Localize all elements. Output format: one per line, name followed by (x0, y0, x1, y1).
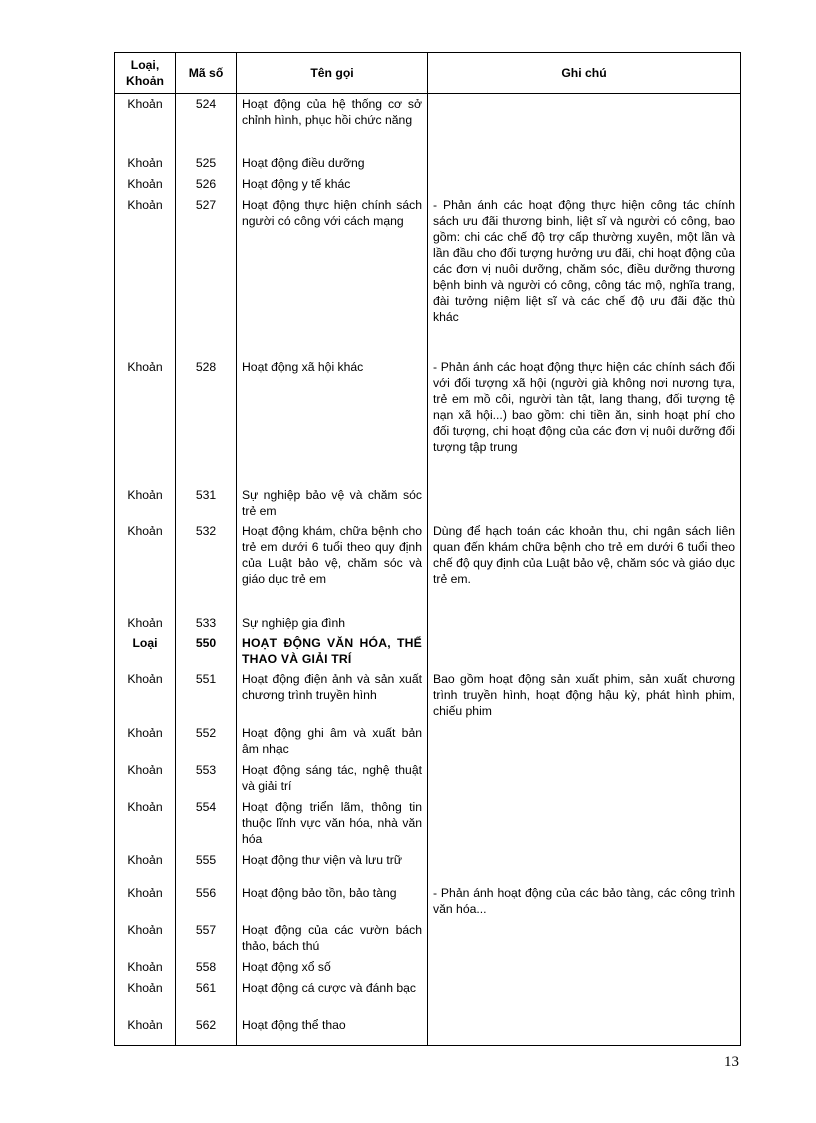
row-name: Hoạt động thư viện và lưu trữ (237, 850, 428, 883)
table-row (115, 174, 741, 195)
row-code: 558 (176, 957, 237, 978)
row-note (428, 485, 741, 521)
row-type: Khoản (115, 723, 176, 760)
row-code: 554 (176, 797, 237, 850)
table-row (115, 613, 741, 633)
row-note (428, 153, 741, 174)
row-name: Hoạt động bảo tồn, bảo tàng (237, 883, 428, 920)
table-row (115, 485, 741, 521)
row-note: Bao gồm hoạt động sản xuất phim, sản xuất chương trình truyền hình, hoạt động hậu kỳ, phát hình phim, chiếu phim (428, 669, 741, 723)
row-code: 555 (176, 850, 237, 883)
row-type: Khoản (115, 957, 176, 978)
row-name: Hoạt động cá cược và đánh bạc (237, 978, 428, 1015)
row-note (428, 920, 741, 957)
row-name: Hoạt động của hệ thống cơ sở chỉnh hình, phục hồi chức năng (237, 94, 428, 153)
row-note (428, 978, 741, 1015)
row-name: Hoạt động điều dưỡng (237, 153, 428, 174)
budget-classification-table (114, 52, 741, 1046)
row-type: Khoản (115, 760, 176, 797)
table-row (115, 957, 741, 978)
row-name: Hoạt động triển lãm, thông tin thuộc lĩnh vực văn hóa, nhà văn hóa (237, 797, 428, 850)
table-row (115, 723, 741, 760)
row-code: 526 (176, 174, 237, 195)
table-row (115, 760, 741, 797)
row-note (428, 94, 741, 153)
table-row (115, 850, 741, 883)
page-number: 13 (724, 1054, 739, 1070)
row-type: Khoản (115, 357, 176, 485)
row-name: Sự nghiệp bảo vệ và chăm sóc trẻ em (237, 485, 428, 521)
row-code: 553 (176, 760, 237, 797)
table-header (115, 53, 741, 94)
row-name: Hoạt động ghi âm và xuất bản âm nhạc (237, 723, 428, 760)
row-type: Khoản (115, 174, 176, 195)
table-row (115, 920, 741, 957)
row-name: Hoạt động thực hiện chính sách người có công với cách mạng (237, 195, 428, 357)
row-code: 528 (176, 357, 237, 485)
table-row (115, 797, 741, 850)
row-code: 557 (176, 920, 237, 957)
row-name: HOẠT ĐỘNG VĂN HÓA, THỂ THAO VÀ GIẢI TRÍ (237, 633, 428, 669)
table-body (115, 94, 741, 1046)
table-row (115, 883, 741, 920)
row-name: Hoạt động sáng tác, nghệ thuật và giải trí (237, 760, 428, 797)
row-type: Khoản (115, 153, 176, 174)
row-note (428, 174, 741, 195)
row-code: 525 (176, 153, 237, 174)
row-note (428, 723, 741, 760)
row-code: 550 (176, 633, 237, 669)
row-type: Khoản (115, 883, 176, 920)
table-row (115, 94, 741, 153)
row-name: Hoạt động xã hội khác (237, 357, 428, 485)
row-code: 531 (176, 485, 237, 521)
row-note: - Phản ánh các hoạt động thực hiện các chính sách đối với đối tượng xã hội (người già không nơi nương tựa, trẻ em mồ côi, người tàn tật, lang thang, đối tượng tệ nạn xã hội...) bao gồm: chi tiền ăn, sinh hoạt phí cho đối tượng, chi hoạt động của các đơn vị nuôi dưỡng đối tượng tập trung (428, 357, 741, 485)
row-name: Hoạt động điện ảnh và sản xuất chương trình truyền hình (237, 669, 428, 723)
row-name: Hoạt động thể thao (237, 1015, 428, 1046)
header-type: Loại, Khoản (115, 53, 176, 94)
row-note (428, 957, 741, 978)
row-name: Hoạt động y tế khác (237, 174, 428, 195)
header-code: Mã số (176, 53, 237, 94)
row-type: Khoản (115, 669, 176, 723)
table-row (115, 357, 741, 485)
row-type: Khoản (115, 195, 176, 357)
row-note (428, 613, 741, 633)
row-note: Dùng để hạch toán các khoản thu, chi ngân sách liên quan đến khám chữa bệnh cho trẻ em dưới 6 tuổi theo chế độ quy định của Luật bảo vệ, chăm sóc và giáo dục trẻ em. (428, 521, 741, 613)
row-code: 527 (176, 195, 237, 357)
table-row (115, 978, 741, 1015)
row-code: 532 (176, 521, 237, 613)
row-name: Sự nghiệp gia đình (237, 613, 428, 633)
row-note (428, 633, 741, 669)
row-name: Hoạt động của các vườn bách thảo, bách thú (237, 920, 428, 957)
row-type: Loại (115, 633, 176, 669)
row-name: Hoạt động xổ số (237, 957, 428, 978)
header-note: Ghi chú (428, 53, 741, 94)
row-note (428, 760, 741, 797)
row-type: Khoản (115, 485, 176, 521)
row-type: Khoản (115, 797, 176, 850)
row-note (428, 850, 741, 883)
header-row (115, 53, 741, 94)
table-row (115, 633, 741, 669)
row-type: Khoản (115, 1015, 176, 1046)
row-name: Hoạt động khám, chữa bệnh cho trẻ em dưới 6 tuổi theo quy định của Luật bảo vệ, chăm sóc và giáo dục trẻ em (237, 521, 428, 613)
row-type: Khoản (115, 920, 176, 957)
row-note: - Phản ánh hoạt động của các bảo tàng, các công trình văn hóa... (428, 883, 741, 920)
table-row (115, 669, 741, 723)
table-row (115, 1015, 741, 1046)
row-type: Khoản (115, 978, 176, 1015)
table-row (115, 153, 741, 174)
row-type: Khoản (115, 850, 176, 883)
row-note (428, 1015, 741, 1046)
row-type: Khoản (115, 613, 176, 633)
row-code: 562 (176, 1015, 237, 1046)
row-type: Khoản (115, 94, 176, 153)
row-code: 524 (176, 94, 237, 153)
table-row (115, 195, 741, 357)
table-row (115, 521, 741, 613)
header-name: Tên gọi (237, 53, 428, 94)
row-code: 551 (176, 669, 237, 723)
row-code: 561 (176, 978, 237, 1015)
row-code: 552 (176, 723, 237, 760)
row-code: 533 (176, 613, 237, 633)
row-type: Khoản (115, 521, 176, 613)
row-code: 556 (176, 883, 237, 920)
row-note (428, 797, 741, 850)
row-note: - Phản ánh các hoạt động thực hiện công tác chính sách ưu đãi thương binh, liệt sĩ và người có công, bao gồm: chi các chế độ trợ cấp thường xuyên, một lần và lần đầu cho đối tượng hưởng ưu đãi, chi hoạt động của các đơn vị nuôi dưỡng, chăm sóc, điều dưỡng thương bệnh binh và người có công, công tác mộ, nghĩa trang, đài tưởng niệm liệt sĩ và các chế độ ưu đãi đặc thù khác (428, 195, 741, 357)
